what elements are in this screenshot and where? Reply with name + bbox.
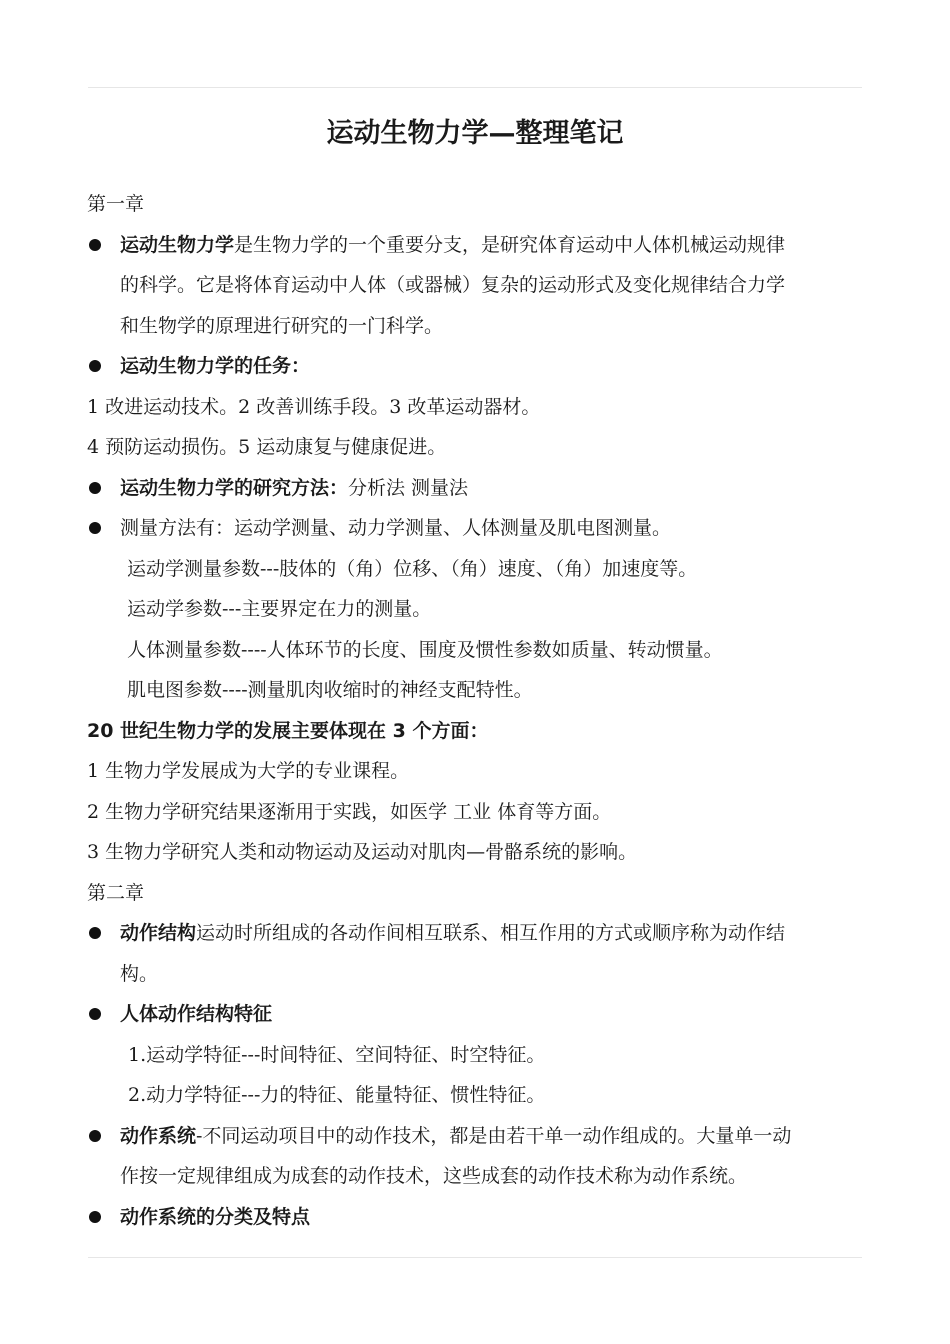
system-text: -不同运动项目中的动作技术，都是由若干单一动作组成的。大量单一动 <box>196 1124 792 1147</box>
system-term: 动作系统 <box>120 1124 197 1147</box>
measurement-sub-3: 人体测量参数----人体环节的长度、围度及惯性参数如质量、转动惯量。 <box>127 638 723 661</box>
system-line-2: 作按一定规律组成为成套的动作技术，这些成套的动作技术称为动作系统。 <box>120 1165 748 1187</box>
bullet-dot-icon <box>89 1008 101 1020</box>
features-item-2: 2.动力学特征---力的特征、能量特征、惯性特征。 <box>128 1084 546 1106</box>
measurement-sub-4: 肌电图参数----测量肌肉收缩时的神经支配特性。 <box>127 679 533 701</box>
features-item-1: 1.运动学特征---时间特征、空间特征、时空特征。 <box>128 1043 546 1066</box>
bullet-dot-icon <box>89 522 101 534</box>
bullet-dot-icon <box>89 482 101 494</box>
bullet-methods <box>87 468 862 509</box>
bullet-system <box>87 1116 862 1157</box>
definition-line-3: 和生物学的原理进行研究的一门科学。 <box>120 314 444 337</box>
tasks-heading: 运动生物力学的任务： <box>120 355 311 377</box>
measurement-sub-2: 运动学参数---主要界定在力的测量。 <box>127 598 432 620</box>
structure-line-2: 构。 <box>120 962 159 985</box>
chapter-2-label: 第二章 <box>87 881 145 904</box>
document-body <box>87 184 862 1237</box>
bullet-tasks <box>87 346 862 387</box>
header-rule <box>88 87 862 88</box>
definition-text: 是生物力学的一个重要分支，是研究体育运动中人体机械运动规律 <box>234 233 786 256</box>
classification-heading: 动作系统的分类及特点 <box>120 1205 311 1228</box>
century-item-1: 1 生物力学发展成为大学的专业课程。 <box>87 760 410 782</box>
bullet-classification <box>87 1197 862 1238</box>
structure-term: 动作结构 <box>120 922 197 944</box>
bullet-dot-icon <box>89 239 101 251</box>
bullet-dot-icon <box>89 360 101 372</box>
definition-line-2: 的科学。它是将体育运动中人体（或器械）复杂的运动形式及变化规律结合力学 <box>120 274 786 296</box>
tasks-line-1: 1 改进运动技术。2 改善训练手段。3 改革运动器材。 <box>87 395 541 418</box>
bullet-features <box>87 994 862 1035</box>
bullet-dot-icon <box>89 1211 101 1223</box>
bullet-dot-icon <box>89 1130 101 1142</box>
measurement-sub-1: 运动学测量参数---肢体的（角）位移、（角）速度、（角）加速度等。 <box>127 557 698 580</box>
tasks-line-2: 4 预防运动损伤。5 运动康复与健康促进。 <box>87 436 447 458</box>
century-item-3: 3 生物力学研究人类和动物运动及运动对肌肉—骨骼系统的影响。 <box>87 841 638 863</box>
methods-value: 分析法 测量法 <box>348 476 469 499</box>
bullet-measurement <box>87 508 862 549</box>
measurement-text: 测量方法有：运动学测量、动力学测量、人体测量及肌电图测量。 <box>120 517 672 539</box>
definition-term: 运动生物力学 <box>120 233 235 256</box>
footer-rule <box>88 1257 862 1258</box>
bullet-dot-icon <box>89 927 101 939</box>
century-heading: 20 世纪生物力学的发展主要体现在 3 个方面： <box>87 719 489 742</box>
century-item-2: 2 生物力学研究结果逐渐用于实践，如医学 工业 体育等方面。 <box>87 800 612 823</box>
methods-heading: 运动生物力学的研究方法： <box>120 476 349 499</box>
chapter-1-label: 第一章 <box>87 193 145 215</box>
bullet-structure <box>87 913 862 954</box>
bullet-definition <box>87 225 862 266</box>
structure-text: 运动时所组成的各动作间相互联系、相互作用的方式或顺序称为动作结 <box>196 922 786 944</box>
page-title: 运动生物力学—整理笔记 <box>326 118 624 149</box>
features-heading: 人体动作结构特征 <box>120 1003 273 1025</box>
